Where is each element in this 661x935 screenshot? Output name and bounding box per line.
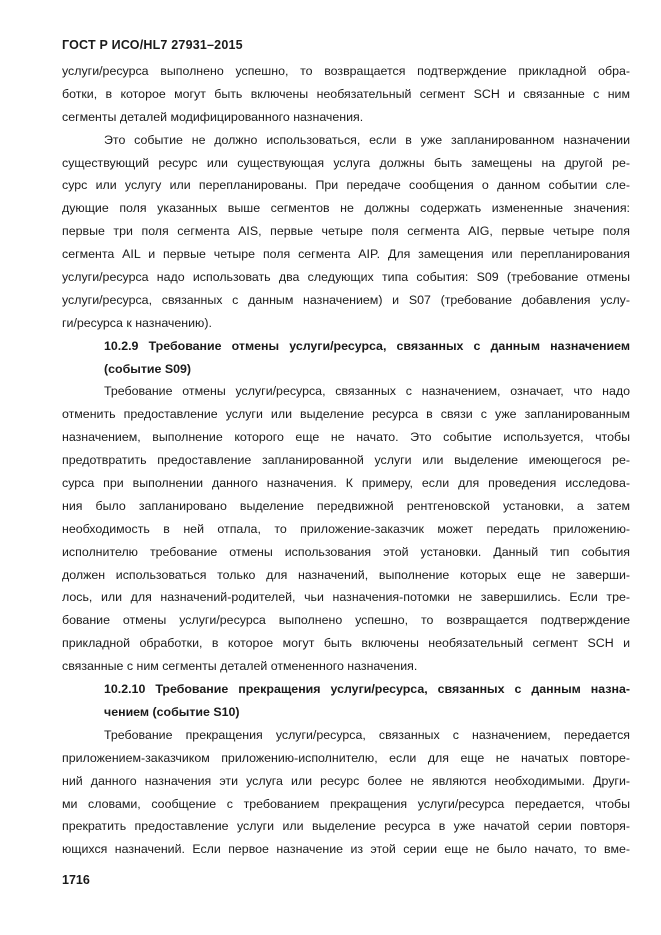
text-line: исполнителю требование отмены использования этой установки. Данный тип события <box>62 544 630 559</box>
text-line: прекратить предоставление услуги или выделение ресурса в уже начатой серии повторя- <box>62 819 630 834</box>
text-line: ющихся назначений. Если первое назначение из этой серии еще не было начато, то вме- <box>62 842 630 857</box>
paragraph <box>62 129 630 335</box>
page-header-standard-code: ГОСТ Р ИСО/HL7 27931–2015 <box>62 38 243 52</box>
text-line: отменить предоставление услуги или выделение ресурса в связи с уже запланированным <box>62 407 630 422</box>
section-heading-10-2-9 <box>62 335 630 381</box>
text-line: должен использоваться только для назначений, выполнение которых еще не заверши- <box>62 567 630 582</box>
heading-line: 10.2.9 Требование отмены услуги/ресурса, связанных с данным назначением <box>104 338 630 353</box>
document-body <box>62 60 630 861</box>
text-line: ний данного назначения эти услуга или ресурс более не являются необходимыми. Други- <box>62 773 630 788</box>
section-heading-10-2-10 <box>62 678 630 724</box>
text-line: сурса при выполнении данного назначения. К примеру, если для проведения исследова- <box>62 476 630 491</box>
heading-line: (событие S09) <box>104 361 192 376</box>
text-line: услуги/ресурса выполнено успешно, то возвращается подтверждение прикладной обра- <box>62 64 630 78</box>
page-number: 1716 <box>62 873 90 887</box>
text-line: сегмента AIL и первые четыре поля сегмента AIP. Для замещения или перепланирования <box>62 247 630 262</box>
text-line: прикладной обработки, в которое могут быть включены необязательный сегмент SCH и <box>62 636 630 651</box>
text-line: предотвратить предоставление запланированной услуги или выделение имеющегося ре- <box>62 453 630 468</box>
text-line: связанные с ним сегменты деталей отмененного назначения. <box>62 659 418 674</box>
text-line: Требование отмены услуги/ресурса, связанных с назначением, означает, что надо <box>104 384 630 399</box>
text-line: сегменты деталей модифицированного назначения. <box>62 109 364 124</box>
heading-line: чением (событие S10) <box>104 704 240 719</box>
text-line: назначением, выполнение которого еще не начато. Это событие используется, чтобы <box>62 430 630 445</box>
text-line: существующий ресурс или существующая услуга должны быть замещены на другой ре- <box>62 155 630 170</box>
text-line: услуги/ресурса надо использовать два следующих типа события: S09 (требование отмены <box>62 270 630 285</box>
paragraph <box>62 724 630 861</box>
paragraph <box>62 380 630 678</box>
text-line: услуги/ресурса, связанных с данным назначением) и S07 (требование добавления услу- <box>62 292 630 307</box>
text-line: первые три поля сегмента AIS, первые четыре поля сегмента AIG, первые четыре поля <box>62 224 630 239</box>
text-line: ги/ресурса к назначению). <box>62 315 212 330</box>
paragraph-continuation <box>62 60 630 129</box>
text-line: сурс или услугу или перепланированы. При передаче сообщения о данном событии сле- <box>62 178 630 193</box>
text-line: ботки, в которое могут быть включены необязательный сегмент SCH и связанные с ним <box>62 86 630 101</box>
text-line: ми словами, сообщение с требованием прекращения услуги/ресурса передается, чтобы <box>62 796 630 811</box>
text-line: бование отмены услуги/ресурса выполнено успешно, то возвращается подтверждение <box>62 613 630 628</box>
heading-line: 10.2.10 Требование прекращения услуги/ресурса, связанных с данным назна- <box>104 682 630 697</box>
text-line: Требование прекращения услуги/ресурса, связанных с назначением, передается <box>104 727 630 742</box>
text-line: необходимость в ней отпала, то приложение-заказчик может передать приложению- <box>62 521 630 536</box>
text-line: Это событие не должно использоваться, если в уже запланированном назначении <box>104 132 630 147</box>
text-line: дующие поля указанных выше сегментов не должны содержать измененные значения: <box>62 201 630 216</box>
text-line: приложением-заказчиком приложению-исполнителю, если для еще не начатых повторе- <box>62 750 630 765</box>
text-line: ния было запланировано выделение передвижной рентгеновской установки, а затем <box>62 498 630 513</box>
text-line: лось, или для назначений-родителей, чьи назначения-потомки не завершились. Если тре- <box>62 590 630 605</box>
